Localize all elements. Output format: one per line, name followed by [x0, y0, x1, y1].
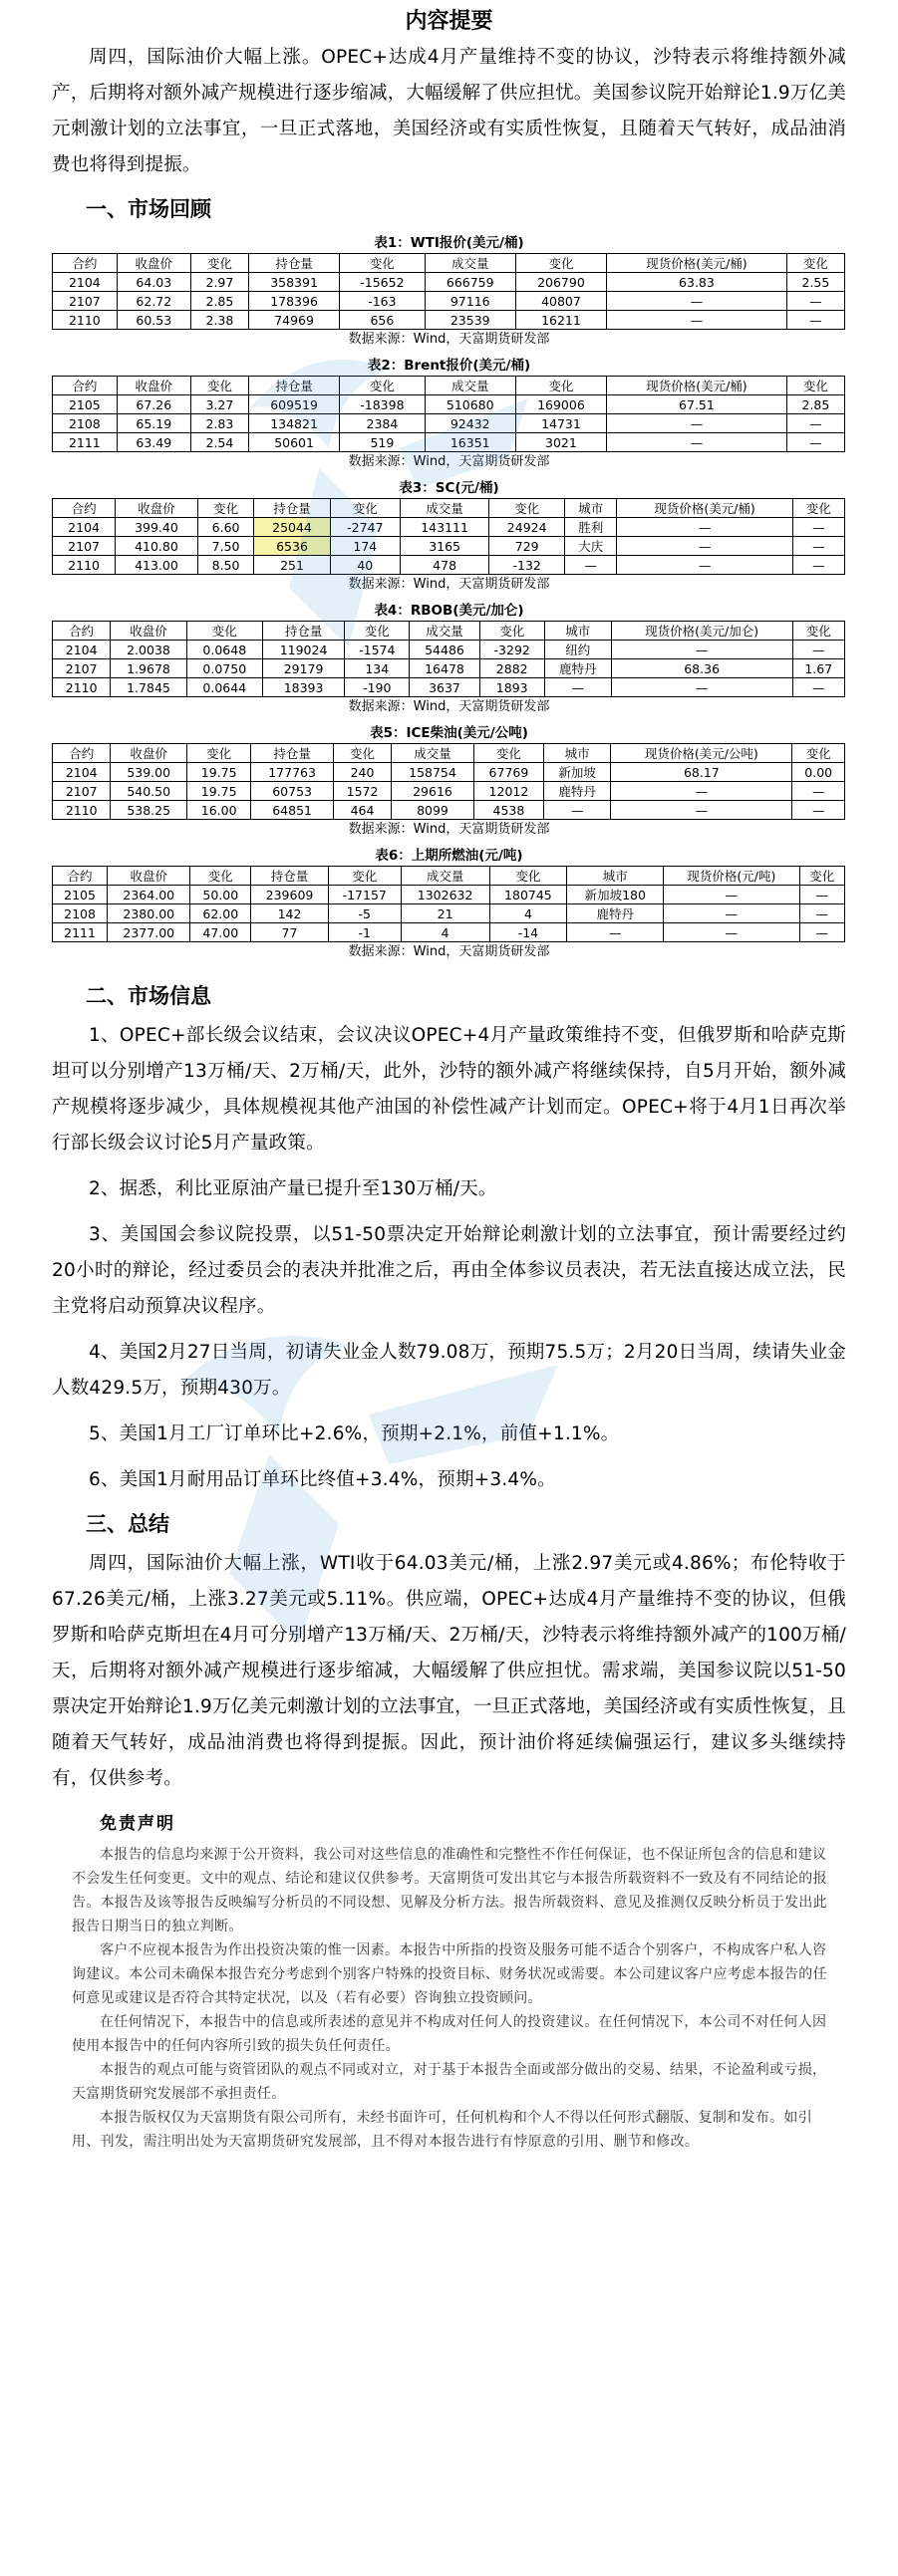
table-row: [53, 923, 845, 942]
table-cell: 6.60: [197, 518, 254, 537]
table-header-cell: 变化: [479, 622, 544, 641]
table-cell: 25044: [254, 518, 330, 537]
table-header-cell: 城市: [567, 867, 664, 886]
table-cell: —: [567, 923, 664, 942]
table-cell: 178396: [248, 292, 339, 311]
table-header-cell: 现货价格(美元/加仑): [611, 622, 792, 641]
table-header-cell: 现货价格(美元/桶): [617, 499, 793, 518]
table-cell: 47.00: [190, 923, 251, 942]
table-cell: —: [664, 923, 799, 942]
table-header-cell: 合约: [53, 499, 116, 518]
table-cell: 40: [330, 556, 401, 575]
disclaimer-paragraph: 客户不应视本报告为作出投资决策的惟一因素。本报告中所指的投资及服务可能不适合个别客户，不构成客户私人咨询建议。本公司未确保本报告充分考虑到个别客户特殊的投资目标、财务状况或需要。本公司建议客户应考虑本报告的任何意见或建议是否符合其特定状况，以及（若有必要）咨询独立投资顾问。: [72, 1942, 827, 2006]
table-cell: 2882: [479, 659, 544, 678]
table-cell: 77: [251, 923, 329, 942]
table-cell: —: [607, 414, 787, 433]
table-cell: —: [786, 414, 844, 433]
table-cell: 1302632: [401, 886, 489, 904]
table-header-cell: 变化: [489, 867, 567, 886]
table-cell: —: [607, 292, 787, 311]
table-cell: 729: [489, 537, 565, 556]
table-row: [53, 273, 845, 292]
table-cell: —: [611, 782, 792, 801]
table-cell: 0.0644: [186, 678, 262, 697]
table-header-cell: 持仓量: [254, 499, 330, 518]
price-table: [52, 866, 845, 942]
table-cell: 4538: [473, 801, 543, 820]
table-cell: 大庆: [565, 537, 617, 556]
table-cell: 656: [340, 311, 425, 330]
table-cell: 16211: [515, 311, 606, 330]
table-cell: 68.36: [611, 659, 792, 678]
table-row: [53, 518, 845, 537]
table-cell: 2384: [340, 414, 425, 433]
table-cell: 62.00: [190, 904, 251, 923]
table-cell: 142: [251, 904, 329, 923]
table-cell: 478: [401, 556, 489, 575]
table-cell: —: [565, 556, 617, 575]
table-cell: 新加坡: [544, 763, 611, 782]
table-header-cell: 收盘价: [111, 744, 186, 763]
table-header-cell: 成交量: [392, 744, 473, 763]
info-item: 2、据悉，利比亚原油产量已提升至130万桶/天。: [89, 1178, 497, 1199]
table-cell: 0.00: [792, 763, 845, 782]
table-caption: 表3：SC(元/桶): [399, 480, 499, 496]
table-header-cell: 变化: [473, 744, 543, 763]
table-cell: 666759: [425, 273, 515, 292]
table-caption: 表5：ICE柴油(美元/公吨): [370, 725, 528, 741]
table-cell: 2105: [53, 886, 108, 904]
table-cell: -5: [328, 904, 401, 923]
conclusion-paragraph: 周四，国际油价大幅上涨，WTI收于64.03美元/桶，上涨2.97美元或4.86%；布伦特收于67.26美元/桶，上涨3.27美元或5.11%。供应端，OPEC+达成4月产量维持不变的协议，但俄罗斯和哈萨克斯坦在4月可分别增产13万桶/天、2万桶/天，沙特表示将维持额外减产的100万桶/天，后期将对额外减产规模进行逐步缩减，大幅缓解了供应担忧。需求端，美国参议院以51-50票决定开始辩论1.9万亿美元刺激计划的立法事宜，一旦正式落地，美国经济或有实质性恢复，且随着天气转好，成品油消费也将得到提振。因此，预计油价将延续偏强运行，建议多头继续持有，仅供参考。: [52, 1553, 846, 1789]
table-cell: —: [611, 641, 792, 659]
table-cell: 鹿特丹: [567, 904, 664, 923]
table-cell: 540.50: [111, 782, 186, 801]
table-header-cell: 成交量: [401, 499, 489, 518]
table-cell: 18393: [262, 678, 344, 697]
table-cell: 67.26: [117, 395, 190, 414]
table-cell: 3.27: [190, 395, 248, 414]
table-cell: 19.75: [186, 763, 250, 782]
table-cell: 413.00: [116, 556, 198, 575]
table-cell: 2.55: [786, 273, 844, 292]
table-header-cell: 持仓量: [251, 744, 333, 763]
table-cell: —: [786, 433, 844, 452]
table-cell: 2104: [53, 641, 111, 659]
table-cell: —: [611, 801, 792, 820]
table-cell: 63.49: [117, 433, 190, 452]
table-cell: 21: [401, 904, 489, 923]
table-header-cell: 变化: [190, 254, 248, 273]
table-cell: —: [792, 641, 844, 659]
table-header-cell: 变化: [489, 499, 565, 518]
price-table: [52, 498, 845, 575]
table-header-cell: 变化: [190, 867, 251, 886]
table-cell: 60753: [251, 782, 333, 801]
table-source: 数据来源：Wind，天富期货研发部: [348, 332, 550, 347]
table-cell: 6536: [254, 537, 330, 556]
table-cell: —: [544, 678, 611, 697]
table-cell: 16478: [410, 659, 479, 678]
table-cell: 74969: [248, 311, 339, 330]
table-cell: 2.54: [190, 433, 248, 452]
table-cell: 鹿特丹: [544, 782, 611, 801]
table-row: [53, 782, 845, 801]
table-cell: 68.17: [611, 763, 792, 782]
table-cell: —: [799, 886, 845, 904]
table-cell: 65.19: [117, 414, 190, 433]
table-row: [53, 904, 845, 923]
table-header-cell: 合约: [53, 254, 118, 273]
table-row: [53, 556, 845, 575]
table-cell: 2.97: [190, 273, 248, 292]
table-cell: 2107: [53, 537, 116, 556]
table-cell: 50.00: [190, 886, 251, 904]
table-cell: 510680: [425, 395, 515, 414]
price-table: [52, 621, 845, 697]
table-header-cell: 变化: [190, 377, 248, 395]
table-cell: 97116: [425, 292, 515, 311]
section-summary: 三、总结: [86, 1512, 169, 1536]
table-row: [53, 433, 845, 452]
table-cell: —: [544, 801, 611, 820]
info-item: 6、美国1月耐用品订单环比终值+3.4%，预期+3.4%。: [89, 1469, 556, 1490]
table-cell: 1893: [479, 678, 544, 697]
table-cell: 8.50: [197, 556, 254, 575]
table-header-cell: 变化: [345, 622, 410, 641]
table-cell: 67769: [473, 763, 543, 782]
table-cell: 40807: [515, 292, 606, 311]
table-cell: -17157: [328, 886, 401, 904]
table-cell: -1574: [345, 641, 410, 659]
table-row: [53, 292, 845, 311]
table-row: [53, 395, 845, 414]
table-cell: 358391: [248, 273, 339, 292]
table-header-cell: 收盘价: [117, 254, 190, 273]
table-cell: 24924: [489, 518, 565, 537]
table-cell: 2110: [53, 801, 111, 820]
table-cell: 鹿特丹: [544, 659, 611, 678]
table-cell: 464: [333, 801, 391, 820]
table-cell: 174: [330, 537, 401, 556]
table-cell: 1572: [333, 782, 391, 801]
table-cell: 134821: [248, 414, 339, 433]
table-cell: 538.25: [111, 801, 186, 820]
table-cell: 519: [340, 433, 425, 452]
table-header-row: [53, 499, 845, 518]
table-header-cell: 现货价格(美元/公吨): [611, 744, 792, 763]
table-header-row: [53, 377, 845, 395]
table-header-cell: 合约: [53, 744, 111, 763]
table-header-cell: 变化: [340, 254, 425, 273]
table-cell: 1.67: [792, 659, 844, 678]
table-header-cell: 收盘价: [117, 377, 190, 395]
table-source: 数据来源：Wind，天富期货研发部: [348, 944, 550, 959]
table-cell: —: [792, 782, 845, 801]
table-cell: —: [792, 678, 844, 697]
table-cell: 64851: [251, 801, 333, 820]
table-header-row: [53, 867, 845, 886]
price-table: [52, 743, 845, 820]
table-cell: —: [617, 537, 793, 556]
table-cell: 177763: [251, 763, 333, 782]
table-cell: 2108: [53, 414, 118, 433]
disclaimer-title: 免责声明: [100, 1814, 175, 1834]
price-table: [52, 253, 845, 330]
table-row: [53, 659, 845, 678]
table-cell: 180745: [489, 886, 567, 904]
table-row: [53, 801, 845, 820]
table-cell: 7.50: [197, 537, 254, 556]
table-header-cell: 收盘价: [116, 499, 198, 518]
table-cell: 2110: [53, 311, 118, 330]
table-cell: —: [786, 292, 844, 311]
table-header-cell: 变化: [330, 499, 401, 518]
table-caption: 表6：上期所燃油(元/吨): [375, 848, 523, 864]
table-cell: 54486: [410, 641, 479, 659]
table-header-row: [53, 744, 845, 763]
table-cell: 16.00: [186, 801, 250, 820]
table-cell: 251: [254, 556, 330, 575]
table-cell: 纽约: [544, 641, 611, 659]
table-cell: 2110: [53, 678, 111, 697]
table-cell: —: [664, 904, 799, 923]
table-header-cell: 变化: [786, 377, 844, 395]
market-info-list: [0, 1018, 898, 1498]
table-cell: -3292: [479, 641, 544, 659]
table-cell: 2.85: [190, 292, 248, 311]
table-caption: 表1：WTI报价(美元/桶): [374, 235, 524, 251]
table-cell: 2.83: [190, 414, 248, 433]
disclaimer-paragraph: 在任何情况下，本报告中的信息或所表述的意见并不构成对任何人的投资建议。在任何情况下，本公司不对任何人因使用本报告中的任何内容所引致的损失负任何责任。: [72, 2014, 827, 2054]
table-header-cell: 成交量: [425, 377, 515, 395]
table-cell: —: [792, 537, 844, 556]
table-cell: 0.0750: [186, 659, 262, 678]
table-cell: 2110: [53, 556, 116, 575]
summary-paragraph: 周四，国际油价大幅上涨。OPEC+达成4月产量维持不变的协议，沙特表示将维持额外减产，后期将对额外减产规模进行逐步缩减，大幅缓解了供应担忧。美国参议院开始辩论1.9万亿美元刺激计划的立法事宜，一旦正式落地，美国经济或有实质性恢复，且随着天气转好，成品油消费也将得到提振。: [52, 47, 846, 175]
table-cell: 2104: [53, 763, 111, 782]
table-row: [53, 537, 845, 556]
table-header-cell: 成交量: [401, 867, 489, 886]
table-header-row: [53, 622, 845, 641]
table-header-cell: 变化: [328, 867, 401, 886]
table-row: [53, 641, 845, 659]
table-cell: —: [617, 518, 793, 537]
table-cell: 2.38: [190, 311, 248, 330]
table-header-cell: 合约: [53, 867, 108, 886]
price-table: [52, 376, 845, 452]
table-row: [53, 678, 845, 697]
table-cell: 12012: [473, 782, 543, 801]
table-cell: 2107: [53, 659, 111, 678]
table-cell: —: [792, 556, 844, 575]
table-header-cell: 持仓量: [262, 622, 344, 641]
table-header-cell: 持仓量: [248, 377, 339, 395]
table-cell: 239609: [251, 886, 329, 904]
table-cell: 1.7845: [111, 678, 186, 697]
table-cell: —: [607, 433, 787, 452]
disclaimer-paragraph: 本报告版权仅为天富期货有限公司所有，未经书面许可，任何机构和个人不得以任何形式翻版、复制和发布。如引用、刊发，需注明出处为天富期货研究发展部，且不得对本报告进行有悖原意的引用、删节和修改。: [72, 2110, 812, 2150]
table-header-cell: 合约: [53, 377, 118, 395]
table-cell: 2377.00: [108, 923, 190, 942]
table-cell: 2380.00: [108, 904, 190, 923]
table-cell: 4: [401, 923, 489, 942]
table-cell: -2747: [330, 518, 401, 537]
table-caption: 表4：RBOB(美元/加仑): [374, 603, 524, 619]
table-row: [53, 311, 845, 330]
table-cell: 206790: [515, 273, 606, 292]
table-cell: -1: [328, 923, 401, 942]
table-header-cell: 持仓量: [248, 254, 339, 273]
table-cell: 67.51: [607, 395, 787, 414]
table-cell: 2104: [53, 518, 116, 537]
table-header-cell: 变化: [186, 744, 250, 763]
table-cell: 8099: [392, 801, 473, 820]
table-header-cell: 收盘价: [111, 622, 186, 641]
table-cell: -15652: [340, 273, 425, 292]
table-header-cell: 变化: [792, 622, 844, 641]
table-header-cell: 成交量: [425, 254, 515, 273]
page-title: 内容提要: [405, 9, 493, 34]
table-header-cell: 变化: [186, 622, 262, 641]
market-tables: [0, 233, 898, 962]
table-header-cell: 合约: [53, 622, 111, 641]
table-cell: 29179: [262, 659, 344, 678]
table-cell: 143111: [401, 518, 489, 537]
table-cell: —: [799, 904, 845, 923]
table-cell: —: [792, 801, 845, 820]
table-cell: 14731: [515, 414, 606, 433]
table-cell: -18398: [340, 395, 425, 414]
table-source: 数据来源：Wind，天富期货研发部: [348, 822, 550, 837]
table-header-cell: 变化: [792, 744, 845, 763]
table-cell: 240: [333, 763, 391, 782]
info-item: 1、OPEC+部长级会议结束，会议决议OPEC+4月产量政策维持不变，但俄罗斯和哈萨克斯坦可以分别增产13万桶/天、2万桶/天，此外，沙特的额外减产将继续保持，自5月开始，额外减产规模将逐步减少，具体规模视其他产油国的补偿性减产计划而定。OPEC+将于4月1日再次举行部长级会议讨论5月产量政策。: [52, 1025, 846, 1154]
info-item: 3、美国国会参议院投票，以51-50票决定开始辩论刺激计划的立法事宜，预计需要经过约20小时的辩论，经过委员会的表决并批准之后，再由全体参议员表决，若无法直接达成立法，民主党将启动预算决议程序。: [52, 1224, 846, 1317]
table-row: [53, 414, 845, 433]
table-cell: 609519: [248, 395, 339, 414]
table-cell: 64.03: [117, 273, 190, 292]
table-cell: —: [786, 311, 844, 330]
table-cell: -190: [345, 678, 410, 697]
table-cell: —: [611, 678, 792, 697]
table-cell: 新加坡180: [567, 886, 664, 904]
table-header-cell: 变化: [197, 499, 254, 518]
table-cell: —: [664, 886, 799, 904]
table-source: 数据来源：Wind，天富期货研发部: [348, 699, 550, 714]
disclaimer-body: [0, 1843, 898, 2154]
table-cell: 16351: [425, 433, 515, 452]
table-cell: —: [607, 311, 787, 330]
table-header-cell: 成交量: [410, 622, 479, 641]
table-header-cell: 持仓量: [251, 867, 329, 886]
table-header-cell: 变化: [515, 254, 606, 273]
table-cell: -163: [340, 292, 425, 311]
table-caption: 表2：Brent报价(美元/桶): [367, 358, 531, 374]
section-market-info: 二、市场信息: [86, 984, 211, 1008]
table-header-cell: 现货价格(元/吨): [664, 867, 799, 886]
table-header-cell: 变化: [786, 254, 844, 273]
table-cell: 3637: [410, 678, 479, 697]
table-header-cell: 城市: [544, 622, 611, 641]
table-cell: 2111: [53, 433, 118, 452]
table-header-cell: 变化: [792, 499, 844, 518]
table-cell: 4: [489, 904, 567, 923]
table-cell: 0.0648: [186, 641, 262, 659]
table-cell: 134: [345, 659, 410, 678]
table-header-cell: 变化: [515, 377, 606, 395]
table-header-cell: 城市: [544, 744, 611, 763]
table-cell: 169006: [515, 395, 606, 414]
table-cell: 2111: [53, 923, 108, 942]
table-cell: 399.40: [116, 518, 198, 537]
table-cell: 2.0038: [111, 641, 186, 659]
section-market-review: 一、市场回顾: [86, 197, 211, 221]
table-header-row: [53, 254, 845, 273]
table-row: [53, 763, 845, 782]
table-header-cell: 城市: [565, 499, 617, 518]
table-cell: 50601: [248, 433, 339, 452]
table-cell: -132: [489, 556, 565, 575]
disclaimer-paragraph: 本报告的信息均来源于公开资料，我公司对这些信息的准确性和完整性不作任何保证，也不保证所包含的信息和建议不会发生任何变更。文中的观点、结论和建议仅供参考。天富期货可发出其它与本报告所载资料不一致及有不同结论的报告。本报告及该等报告反映编写分析员的不同设想、见解及分析方法。报告所载资料、意见及推测仅反映分析员于发出此报告日期当日的独立判断。: [72, 1847, 827, 1934]
table-cell: 2105: [53, 395, 118, 414]
table-cell: 92432: [425, 414, 515, 433]
table-cell: 2108: [53, 904, 108, 923]
table-cell: 3165: [401, 537, 489, 556]
table-cell: —: [617, 556, 793, 575]
table-cell: 23539: [425, 311, 515, 330]
table-cell: -14: [489, 923, 567, 942]
table-cell: 2104: [53, 273, 118, 292]
table-header-cell: 现货价格(美元/桶): [607, 377, 787, 395]
table-cell: 158754: [392, 763, 473, 782]
table-cell: 19.75: [186, 782, 250, 801]
table-cell: 1.9678: [111, 659, 186, 678]
table-cell: —: [799, 923, 845, 942]
table-cell: 60.53: [117, 311, 190, 330]
table-cell: 2.85: [786, 395, 844, 414]
table-cell: 62.72: [117, 292, 190, 311]
table-cell: 2107: [53, 292, 118, 311]
table-cell: 410.80: [116, 537, 198, 556]
table-source: 数据来源：Wind，天富期货研发部: [348, 454, 550, 469]
table-header-cell: 收盘价: [108, 867, 190, 886]
table-row: [53, 886, 845, 904]
table-cell: 539.00: [111, 763, 186, 782]
table-cell: 2364.00: [108, 886, 190, 904]
table-cell: —: [792, 518, 844, 537]
table-header-cell: 变化: [799, 867, 845, 886]
table-header-cell: 变化: [340, 377, 425, 395]
disclaimer-paragraph: 本报告的观点可能与资管团队的观点不同或对立，对于基于本报告全面或部分做出的交易、结果，不论盈利或亏损，天富期货研究发展部不承担责任。: [72, 2062, 827, 2102]
table-cell: 胜利: [565, 518, 617, 537]
table-cell: 29616: [392, 782, 473, 801]
table-source: 数据来源：Wind，天富期货研发部: [348, 577, 550, 592]
table-cell: 3021: [515, 433, 606, 452]
table-header-cell: 现货价格(美元/桶): [607, 254, 787, 273]
table-cell: 63.83: [607, 273, 787, 292]
table-header-cell: 变化: [333, 744, 391, 763]
table-cell: 2107: [53, 782, 111, 801]
info-item: 5、美国1月工厂订单环比+2.6%，预期+2.1%，前值+1.1%。: [89, 1423, 620, 1444]
table-cell: 119024: [262, 641, 344, 659]
info-item: 4、美国2月27日当周，初请失业金人数79.08万，预期75.5万；2月20日当周，续请失业金人数429.5万，预期430万。: [52, 1342, 846, 1399]
